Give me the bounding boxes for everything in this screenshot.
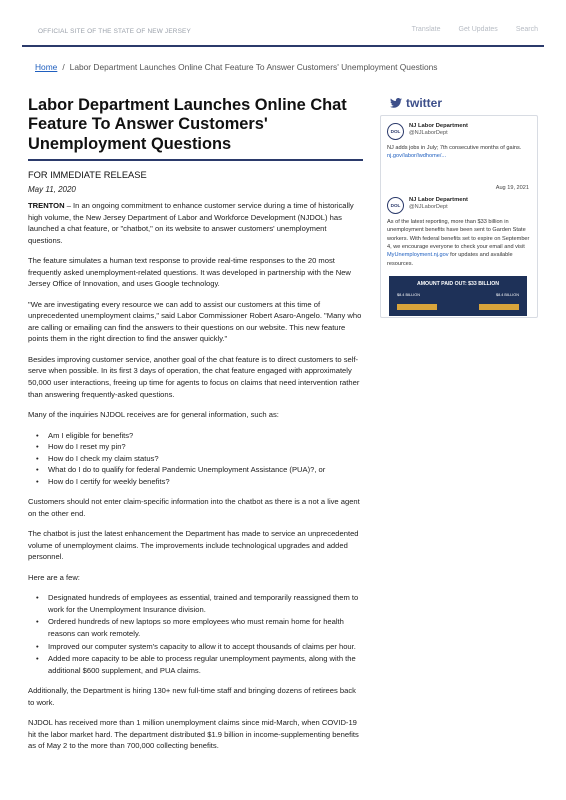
tweet-author-name[interactable]: NJ Labor Department xyxy=(409,123,468,129)
tweet-text-tail: for updates and available resources. xyxy=(387,252,513,267)
paragraph-5: Many of the inquiries NJDOL receives are for general information, such as: xyxy=(28,410,279,420)
translate-link[interactable]: Translate xyxy=(411,26,441,33)
tweet-author-name[interactable]: NJ Labor Department xyxy=(409,196,468,203)
tweet-date[interactable]: Aug 19, 2021 xyxy=(495,184,529,191)
avatar[interactable]: DOL xyxy=(387,123,404,140)
avatar[interactable]: DOL xyxy=(387,197,404,214)
breadcrumb-home-link[interactable]: Home xyxy=(35,62,58,72)
breadcrumb-current: Labor Department Launches Online Chat Feature To Answer Customers' Unemployment Questions xyxy=(69,62,438,72)
tweet-author-handle[interactable]: @NJLaborDept xyxy=(409,130,448,136)
official-site-label: OFFICIAL SITE OF THE STATE OF NEW JERSEY xyxy=(38,28,191,35)
tweet-author xyxy=(387,123,531,140)
twitter-sidebar xyxy=(380,96,540,318)
twitter-bird-icon xyxy=(390,98,402,108)
release-date: May 11, 2020 xyxy=(28,185,76,195)
list-item: • Added more capacity to be able to process regular unemployment payments, along with the additional $600 supplement, and PUA claims. xyxy=(28,653,363,676)
site-header xyxy=(22,0,544,47)
paragraph-1 xyxy=(28,200,363,246)
list-item: • How do I check my claim status? xyxy=(28,453,363,465)
infographic-caption: AMOUNT PAID OUT: $33 BILLION xyxy=(416,281,500,288)
tweet-link[interactable]: nj.gov/labor/lwdhome/... xyxy=(387,153,447,160)
dateline: TRENTON xyxy=(28,201,65,211)
paragraph-9: Additionally, the Department is hiring 130+ new full-time staff and bringing dozens of retirees back to work. xyxy=(28,686,356,707)
faq-list xyxy=(28,430,363,488)
tweet-text xyxy=(387,218,531,268)
list-item: • What do I do to qualify for federal Pandemic Unemployment Assistance (PUA)?, or xyxy=(28,464,363,476)
tweet-2[interactable] xyxy=(381,191,537,316)
tweet-text-body: NJ adds jobs in July; 7th consecutive months of gains. xyxy=(387,145,522,151)
tweet-author-handle[interactable]: @NJLaborDept xyxy=(409,203,448,210)
list-item: • Improved our computer system's capacity to allow it to accept thousands of claims per hour. xyxy=(28,641,363,653)
list-item: • How do I certify for weekly benefits? xyxy=(28,476,363,488)
tweet-1[interactable] xyxy=(381,116,537,191)
infographic-bar-left xyxy=(397,304,437,310)
release-label: FOR IMMEDIATE RELEASE xyxy=(28,170,147,181)
breadcrumb xyxy=(35,62,437,72)
tweet-link[interactable]: MyUnemployment.nj.gov xyxy=(387,252,449,259)
paragraph-7: The chatbot is just the latest enhancement the Department has made to service an unprecedented volume of unemployment claims. The improvements include technological upgrades and added personnel. xyxy=(28,529,359,562)
page-title: Labor Department Launches Online Chat Feature To Answer Customers' Unemployment Questions xyxy=(28,96,363,161)
paragraph-8: Here are a few: xyxy=(28,572,80,582)
tweet-text-body: As of the latest reporting, more than $33 billion in unemployment benefits have been sent to Garden State workers. With federal benefits set to expire on September 4, we encourage everyone to check your email and visit xyxy=(387,218,530,250)
paragraph-1-text: – In an ongoing commitment to enhance customer service during a time of historically high volume, the New Jersey Department of Labor and Workforce Development (NJDOL) has launched a chat feature, or "chatbot," on its website to answer customers' unemployment questions. xyxy=(28,201,354,245)
list-item: • Am I eligible for benefits? xyxy=(28,430,363,442)
infographic-right-value: $8.4 BILLION xyxy=(495,293,519,298)
paragraph-6: Customers should not enter claim-specific information into the chatbot as there is a not a live agent on the other end. xyxy=(28,497,360,518)
tweet-author xyxy=(387,197,531,214)
paragraph-3: "We are investigating every resource we can add to assist our customers at this time of unprecedented unemployment claims," said Labor Commissioner Robert Asaro-Angelo. "Many who are calling or emailing can find the answers to their questions on our website. This new feature points them in the right direction to find the answer quickly." xyxy=(28,299,362,344)
twitter-heading[interactable] xyxy=(390,96,540,110)
paragraph-10: NJDOL has received more than 1 million unemployment claims since mid-March, when COVID-19 hit the labor market hard. The department distributed $1.9 billion in income-supplementing benefits as of May 2 to the more than 700,000 collecting benefits. xyxy=(28,718,359,751)
breadcrumb-separator: / xyxy=(62,62,65,72)
paragraph-4: Besides improving customer service, another goal of the chat feature is to direct customers to self-serve when possible. In its first 3 days of operation, the chat feature engaged with approximately 50,000 user interactions, freeing up time for agents to focus on claims that need intervention rather than answering frequently-asked questions. xyxy=(28,354,360,399)
get-updates-link[interactable]: Get Updates xyxy=(458,26,498,33)
list-item: • How do I reset my pin? xyxy=(28,441,363,453)
twitter-timeline[interactable] xyxy=(380,115,538,318)
infographic-left-value: $8.4 BILLION xyxy=(397,293,421,298)
list-item: • Ordered hundreds of new laptops so more employees who must remain home for health reasons can work remotely. xyxy=(28,616,363,639)
article-body xyxy=(28,200,363,752)
improvements-list xyxy=(28,592,363,676)
paragraph-2: The feature simulates a human text response to provide real-time responses to the 20 most frequently asked unemployment-related questions. It was developed in partnership with the New Jersey Office of Innovation, and uses Google technology. xyxy=(28,256,351,289)
infographic-bar-right xyxy=(479,304,519,310)
tweet-infographic[interactable] xyxy=(389,276,527,316)
tweet-text xyxy=(387,144,531,161)
list-item: • Designated hundreds of employees as essential, trained and temporarily reassigned them to work for the Unemployment Insurance division. xyxy=(28,592,363,615)
article xyxy=(28,96,363,761)
top-nav xyxy=(412,26,538,33)
search-link[interactable]: Search xyxy=(515,26,538,33)
twitter-heading-label: twitter xyxy=(406,96,442,110)
